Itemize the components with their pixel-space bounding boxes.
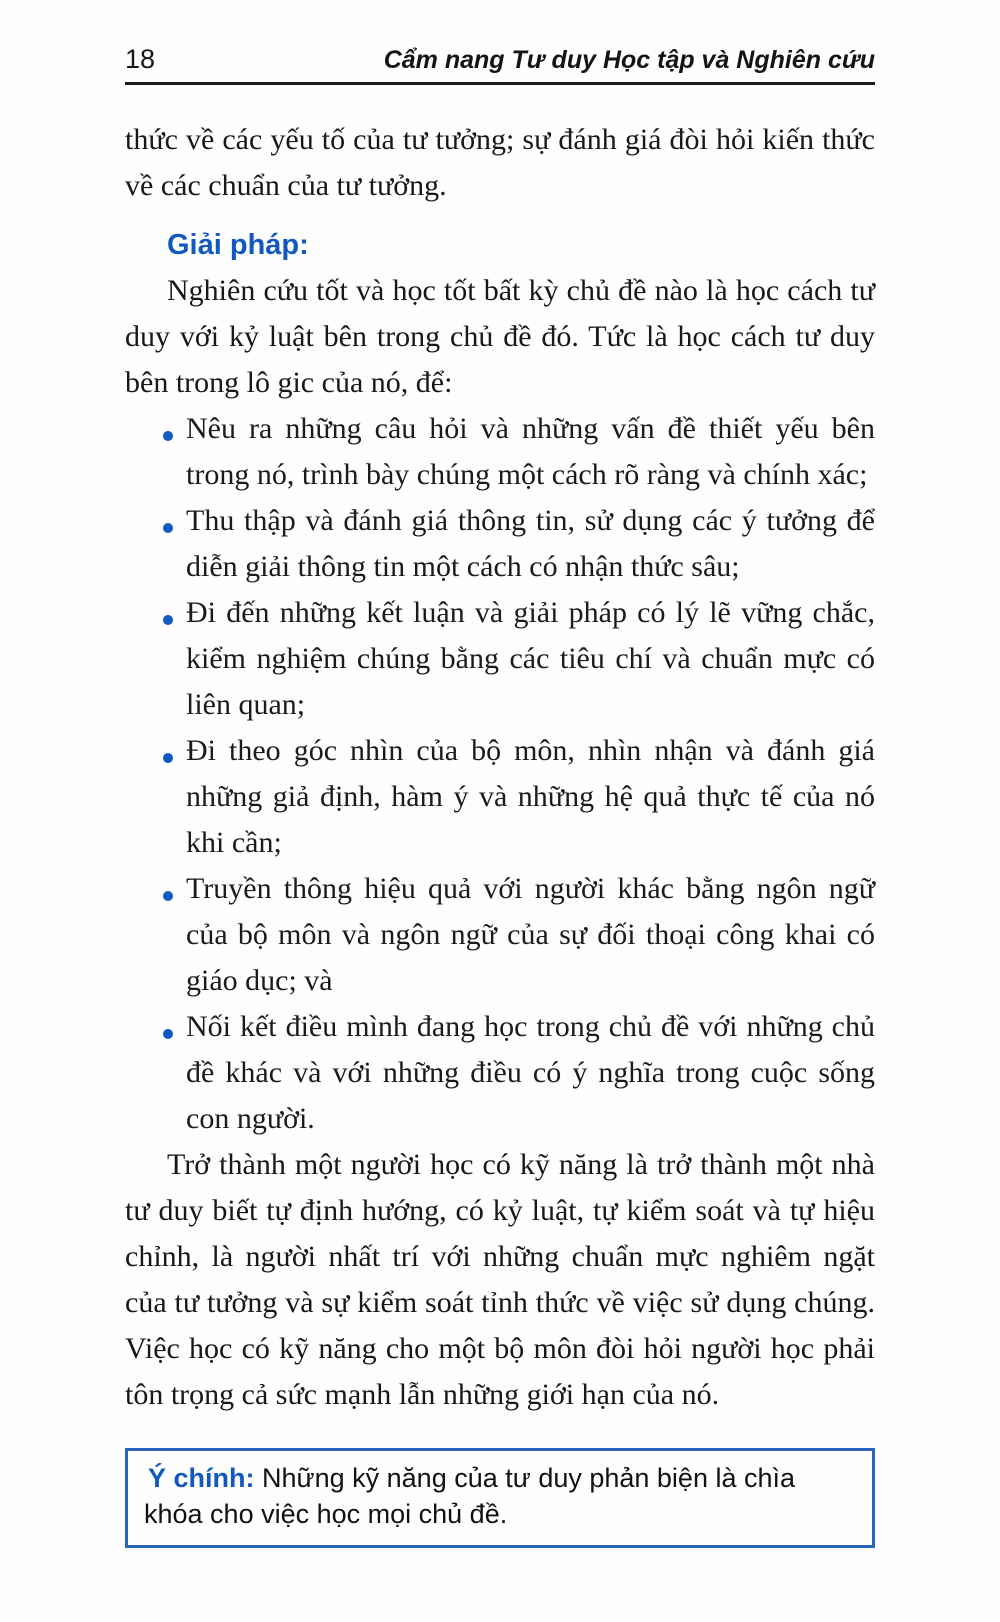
list-item-text: Nêu ra những câu hỏi và những vấn đề thiết yếu bên trong nó, trình bày chúng một cách rõ ràng và chính xác; <box>186 412 875 491</box>
bullet-dot-icon <box>163 615 173 625</box>
page-number: 18 <box>125 44 156 74</box>
list-item <box>163 498 875 590</box>
bullet-dot-icon <box>163 431 173 441</box>
key-point-box <box>125 1448 875 1548</box>
paragraph-intro: thức về các yếu tố của tư tưởng; sự đánh giá đòi hỏi kiến thức về các chuẩn của tư tưởng. <box>125 123 875 202</box>
bullet-dot-icon <box>163 753 173 763</box>
list-item <box>163 590 875 728</box>
list-item-text: Thu thập và đánh giá thông tin, sử dụng các ý tưởng để diễn giải thông tin một cách có nhận thức sâu; <box>186 504 875 583</box>
page-body <box>125 117 875 1548</box>
page-header <box>125 46 875 85</box>
bullet-list <box>125 406 875 1142</box>
list-item <box>163 728 875 866</box>
list-item-text: Đi đến những kết luận và giải pháp có lý lẽ vững chắc, kiểm nghiệm chúng bằng các tiêu chí và chuẩn mực có liên quan; <box>186 596 875 721</box>
list-item <box>163 406 875 498</box>
key-point-text: Những kỹ năng của tư duy phản biện là chìa khóa cho việc học mọi chủ đề. <box>144 1463 796 1529</box>
list-item-text: Đi theo góc nhìn của bộ môn, nhìn nhận và đánh giá những giả định, hàm ý và những hệ quả thực tế của nó khi cần; <box>186 734 875 859</box>
list-item-text: Nối kết điều mình đang học trong chủ đề với những chủ đề khác và với những điều có ý nghĩa trong cuộc sống con người. <box>186 1010 875 1135</box>
bullet-dot-icon <box>163 891 173 901</box>
solution-heading: Giải pháp: <box>167 229 309 261</box>
list-item <box>163 1004 875 1142</box>
list-item-text: Truyền thông hiệu quả với người khác bằng ngôn ngữ của bộ môn và ngôn ngữ của sự đối thoại công khai có giáo dục; và <box>186 872 875 997</box>
list-item <box>163 866 875 1004</box>
running-title: Cẩm nang Tư duy Học tập và Nghiên cứu <box>383 46 875 74</box>
key-point-line <box>144 1460 854 1532</box>
paragraph-solution-intro: Nghiên cứu tốt và học tốt bất kỳ chủ đề nào là học cách tư duy với kỷ luật bên trong chủ đề đó. Tức là học cách tư duy bên trong lô gic của nó, để: <box>125 274 875 399</box>
paragraph-closing: Trở thành một người học có kỹ năng là trở thành một nhà tư duy biết tự định hướng, có kỷ luật, tự kiểm soát và tự hiệu chỉnh, là người nhất trí với những chuẩn mực nghiêm ngặt của tư tưởng và sự kiểm soát tỉnh thức về việc sử dụng chúng. Việc học có kỹ năng cho một bộ môn đòi hỏi người học phải tôn trọng cả sức mạnh lẫn những giới hạn của nó. <box>125 1148 875 1411</box>
key-point-label: Ý chính: <box>148 1463 255 1493</box>
bullet-dot-icon <box>163 523 173 533</box>
bullet-dot-icon <box>163 1029 173 1039</box>
